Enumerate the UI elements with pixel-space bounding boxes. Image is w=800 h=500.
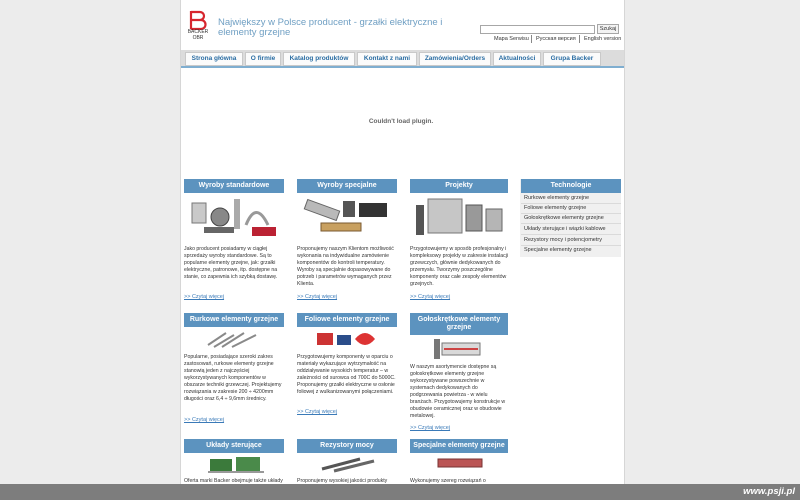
search-button[interactable]: Szukaj <box>597 24 619 34</box>
nav-group[interactable]: Grupa Backer <box>543 52 601 66</box>
box-text-projects: Przygotowujemy w sposób profesjonalny i kompleksowy projekty w zakresie instalacji grzewczych, głównie dedykowanych do przemysłu. Tworzymy poszczególne komponenty oraz całe zespoły elementów grzejnych. <box>410 246 509 287</box>
link-english-version[interactable]: English version <box>584 36 622 42</box>
box-title-foil[interactable]: Foliowe elementy grzejne <box>297 313 397 327</box>
nav-about[interactable]: O firmie <box>245 52 281 66</box>
tech-item-tubular[interactable]: Rurkowe elementy grzejne <box>524 195 590 201</box>
box-title-special-heaters[interactable]: Specjalne elementy grzejne <box>410 439 508 453</box>
projects-image[interactable] <box>414 195 504 240</box>
standard-products-image[interactable] <box>190 195 280 240</box>
tech-item-resistors[interactable]: Rezystory mocy i potencjometry <box>524 237 602 243</box>
box-text-tubular: Popularne, posiadające szeroki zakres zastosowań, rurkowe elementy grzejne stanowią jeden z najczęściej wykorzystywanych komponentów w obszarze techniki grzewczej. Projektujemy rozwiązania w zakresie 200 ÷ 4200mm długości oraz 6,4 ÷ 9,6mm średnicy. <box>184 354 282 402</box>
box-title-tubular[interactable]: Rurkowe elementy grzejne <box>184 313 284 327</box>
tech-item-control[interactable]: Układy sterujące i wiązki kablowe <box>524 226 606 232</box>
nav-contact[interactable]: Kontakt z nami <box>357 52 417 66</box>
nav-catalog[interactable]: Katalog produktów <box>283 52 355 66</box>
logo-text <box>186 29 210 41</box>
read-more-foil[interactable]: >> Czytaj więcej <box>297 409 338 415</box>
box-title-control[interactable]: Układy sterujące <box>184 439 284 453</box>
tech-item-special[interactable]: Specjalne elementy grzejne <box>524 247 592 253</box>
box-title-standard[interactable]: Wyroby standardowe <box>184 179 284 193</box>
read-more-special[interactable]: >> Czytaj więcej <box>297 294 338 300</box>
nav-news[interactable]: Aktualności <box>493 52 541 66</box>
read-more-standard[interactable]: >> Czytaj więcej <box>184 294 225 300</box>
search-input[interactable] <box>480 25 595 34</box>
logo-line-1: BACKER <box>187 29 209 35</box>
box-title-projects[interactable]: Projekty <box>410 179 508 193</box>
tech-divider <box>521 223 621 224</box>
footer-bar <box>0 484 800 500</box>
open-coil-heaters-image[interactable] <box>432 337 484 361</box>
link-site-map[interactable]: Mapa Serwisu <box>494 36 529 42</box>
tech-item-foil[interactable]: Foliowe elementy grzejne <box>524 205 587 211</box>
special-products-image[interactable] <box>303 195 391 240</box>
special-heaters-image[interactable] <box>436 455 484 471</box>
box-text-foil: Przygotowujemy komponenty w oparciu o materiały wykazujące wytrzymałość na oddziaływanie wysokich temperatur – w zależności od surowca od 700C do 5000C. Proponujemy grzałki elektryczne w osłonie foliowej z wulkanizowanymi połączeniami. <box>297 354 396 395</box>
box-text-standard: Jako producent posiadamy w ciągłej sprzedaży wyroby standardowe. Są to popularne elementy grzejne, jak: grzałki elektryczne, patronowe, itp. dostępne na stanie, co zapewnia ich szybką dostawę. <box>184 246 278 280</box>
util-divider <box>531 35 532 43</box>
tech-divider <box>521 213 621 214</box>
util-divider <box>579 35 580 43</box>
box-title-resistors[interactable]: Rezystory mocy <box>297 439 397 453</box>
read-more-projects[interactable]: >> Czytaj więcej <box>410 294 451 300</box>
footer-site-label: www.psji.pl <box>743 486 795 497</box>
logo-line-2: OBR <box>192 35 204 41</box>
tech-divider <box>521 234 621 235</box>
box-text-resistors: Proponujemy wysokiej jakości produkty <box>297 478 388 484</box>
main-nav <box>181 50 624 68</box>
box-text-control: Oferta marki Backer obejmuje także układy <box>184 478 283 484</box>
read-more-tubular[interactable]: >> Czytaj więcej <box>184 417 225 423</box>
box-title-open-coil[interactable]: Gołoskrętkowe elementy grzejne <box>410 313 508 335</box>
plugin-error-message: Couldn't load plugin. <box>368 118 434 125</box>
control-systems-image[interactable] <box>208 455 264 473</box>
site-tagline: Największy w Polsce producent - grzałki elektryczne i elementy grzejne <box>218 17 443 38</box>
link-russian-version[interactable]: Русская версия <box>536 36 576 42</box>
box-title-special[interactable]: Wyroby specjalne <box>297 179 397 193</box>
tech-divider <box>521 245 621 246</box>
box-text-special-heaters: Wykonujemy szereg rozwiązań o <box>410 478 486 484</box>
nav-home[interactable]: Strona główna <box>185 52 243 66</box>
nav-orders[interactable]: Zamówienia/Orders <box>419 52 491 66</box>
read-more-open-coil[interactable]: >> Czytaj więcej <box>410 425 451 431</box>
power-resistors-image[interactable] <box>320 455 376 473</box>
box-text-special: Proponujemy naszym Klientom możliwość wykonania na indywidualne zamówienie komponentów do kontroli temperatury. Wyroby są specjalnie dopasowywane do potrzeb i parametrów wymaganych przez Klienta. <box>297 246 394 287</box>
box-text-open-coil: W naszym asortymencie dostępne są gołoskrętkowe elementy grzejne wykorzystywane powszechnie w systemach dedykowanych do podgrzewania powietrza - w wielu branżach. Przygotowujemy konstrukcje w obudowie ceramicznej oraz w obudowie metalowej. <box>410 364 506 419</box>
tubular-heaters-image[interactable] <box>206 329 264 349</box>
technology-title: Technologie <box>521 179 621 193</box>
tech-item-open-coil[interactable]: Gołoskrętkowe elementy grzejne <box>524 215 604 221</box>
foil-heaters-image[interactable] <box>315 329 377 349</box>
tech-divider <box>521 203 621 204</box>
